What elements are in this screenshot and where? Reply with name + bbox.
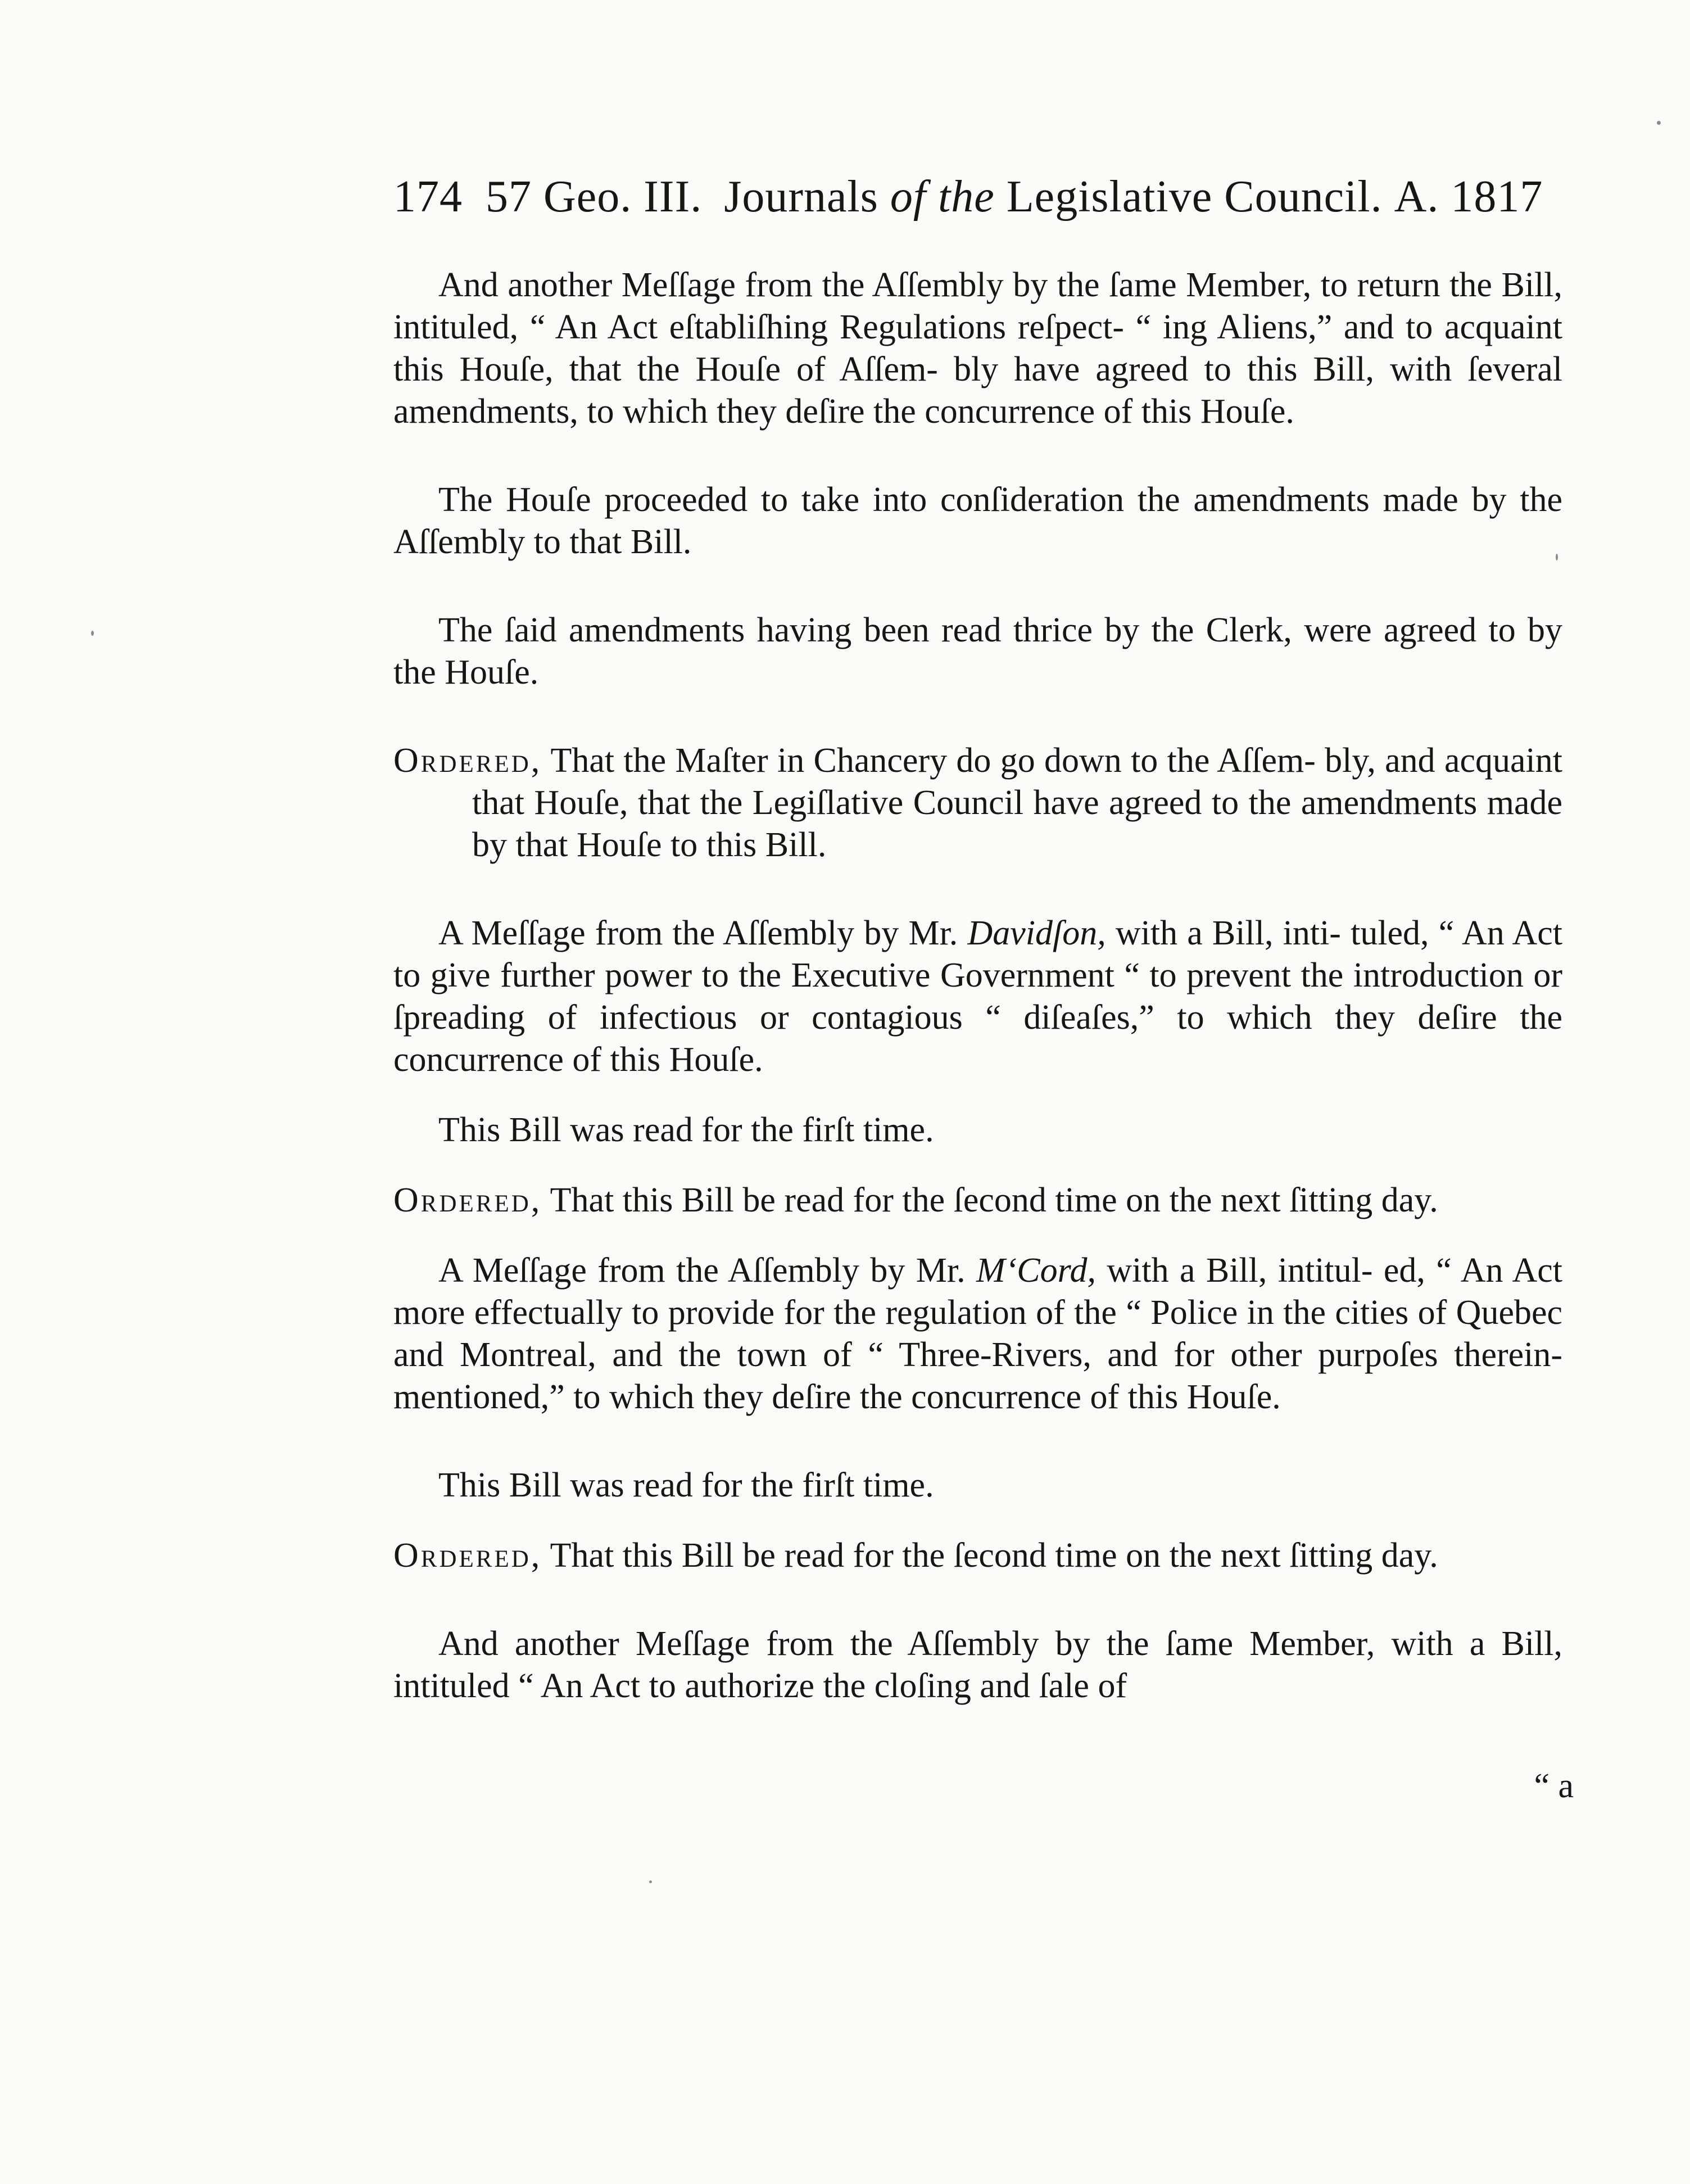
message-lead: A Meſſage from the Aſſembly by Mr. bbox=[438, 1251, 966, 1290]
message-lead: A Meſſage from the Aſſembly by Mr. bbox=[438, 914, 958, 952]
first-reading-note: This Bill was read for the firſt time. bbox=[438, 1111, 934, 1149]
consideration-paragraph: The Houſe proceeded to take into conſideration the amendments made by the Aſſembly to that Bill. bbox=[393, 481, 1562, 561]
order-second-reading bbox=[393, 1535, 1562, 1577]
order-second-reading bbox=[393, 1179, 1562, 1222]
ordered-label: Ordered, bbox=[393, 1181, 542, 1219]
catchword: “ a bbox=[1534, 1767, 1574, 1805]
running-header bbox=[393, 166, 1551, 228]
ordered-label: Ordered, bbox=[393, 741, 542, 780]
regnal-year: 57 Geo. III. bbox=[486, 172, 703, 221]
assembly-message-paragraph: And another Meſſage from the Aſſembly by the ſame Member, to return the Bill, intituled, “ An Act eſtabliſhing Regulations reſpect- “ ing Aliens,” and to acquaint this Houſe, that the Houſe of Aſſem- bly have agreed to this Bill, with ſeveral amendments, to which they deſire the concurrence of this Houſe. bbox=[393, 266, 1562, 431]
message-text: with a Bill, intitul- ed, “ An Act more effectually to provide for the regulation of the “ Police in the cities of Quebec and Montreal, and the town of “ Three-Rivers, and for other purpoſes therein-mentioned,” to which they deſire the concurrence of this Houſe. bbox=[393, 1251, 1562, 1416]
closing-message-paragraph: And another Meſſage from the Aſſembly by the ſame Member, with a Bill, intituled “ An Act to authorize the cloſing and ſale of bbox=[393, 1625, 1562, 1705]
message-text: with a Bill, inti- tuled, “ An Act to give further power to the Executive Government “ to prevent the introduction or ſpreading of infectious or contagious “ diſeaſes,” to which they deſire the concurrence of this Houſe. bbox=[393, 914, 1562, 1079]
order-text: That the Maſter in Chancery do go down to the Aſſem- bly, and acquaint that Houſe, that the Legiſlative Council have agreed to the amendments made by that Houſe to this Bill. bbox=[472, 741, 1562, 864]
order-text: That this Bill be read for the ſecond time on the next ſitting day. bbox=[550, 1536, 1438, 1575]
journal-body bbox=[393, 264, 1562, 1753]
header-title-start: Journals bbox=[724, 172, 878, 221]
mccord-message-paragraph bbox=[393, 1250, 1562, 1418]
page-number: 174 bbox=[393, 172, 463, 221]
order-master-in-chancery bbox=[393, 740, 1562, 866]
paper-speck bbox=[91, 631, 94, 636]
member-name: Davidſon, bbox=[967, 914, 1106, 952]
header-title-italic: of the bbox=[890, 172, 995, 221]
paper-speck bbox=[1657, 121, 1661, 125]
header-title-end: Legislative Council. bbox=[1006, 172, 1383, 221]
paper-speck bbox=[1556, 554, 1558, 560]
davidson-message-paragraph bbox=[393, 912, 1562, 1081]
first-reading-note: This Bill was read for the firſt time. bbox=[438, 1466, 934, 1504]
paper-speck bbox=[649, 1880, 652, 1883]
amendments-agreed-paragraph: The ſaid amendments having been read thrice by the Clerk, were agreed to by the Houſe. bbox=[393, 611, 1562, 691]
header-year: A. 1817 bbox=[1394, 172, 1543, 221]
order-text: That this Bill be read for the ſecond time on the next ſitting day. bbox=[550, 1181, 1438, 1219]
ordered-label: Ordered, bbox=[393, 1536, 542, 1575]
member-name: M‘Cord, bbox=[976, 1251, 1096, 1290]
